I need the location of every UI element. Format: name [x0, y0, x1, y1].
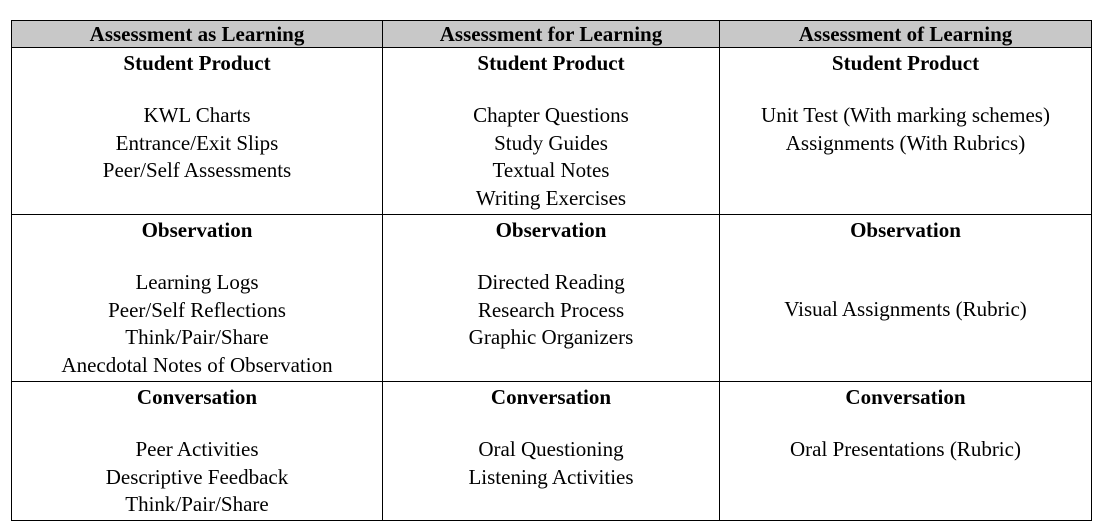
category-label: Student Product [123, 51, 271, 75]
header-assessment-as-learning: Assessment as Learning [12, 21, 383, 48]
table-cell [12, 48, 383, 215]
table-cell [720, 215, 1092, 382]
list-item: Peer/Self Assessments [102, 158, 292, 182]
table-row-student-product [12, 48, 1092, 215]
list-item: Think/Pair/Share [125, 492, 269, 516]
table-cell [383, 382, 720, 521]
list-item: Unit Test (With marking schemes) [761, 103, 1050, 127]
assessment-table [11, 20, 1092, 521]
list-item: Descriptive Feedback [105, 464, 289, 489]
header-assessment-of-learning: Assessment of Learning [720, 21, 1092, 48]
item-list [12, 436, 382, 519]
assessment-table-container [11, 20, 1091, 521]
category-label: Student Product [831, 51, 980, 75]
list-item: Oral Presentations (Rubric) [790, 437, 1021, 461]
list-item: Listening Activities [468, 464, 634, 489]
list-item: Visual Assignments (Rubric) [784, 297, 1027, 321]
list-item: KWL Charts [143, 103, 251, 127]
list-item: Peer/Self Reflections [108, 297, 286, 322]
table-cell [383, 48, 720, 215]
list-item: Directed Reading [477, 270, 625, 294]
item-list [12, 269, 382, 379]
list-item: Study Guides [494, 130, 608, 155]
header-assessment-for-learning: Assessment for Learning [383, 21, 720, 48]
list-item: Writing Exercises [475, 185, 627, 210]
category-label: Conversation [136, 385, 258, 409]
list-item: Learning Logs [135, 270, 259, 294]
list-item: Think/Pair/Share [125, 325, 269, 349]
list-item: Graphic Organizers [468, 325, 634, 349]
item-list [12, 102, 382, 185]
header-row [12, 21, 1092, 48]
list-item: Entrance/Exit Slips [115, 130, 279, 155]
category-label: Conversation [845, 385, 966, 409]
list-item: Textual Notes [492, 158, 610, 182]
table-cell [720, 382, 1092, 521]
list-item: Oral Questioning [478, 437, 624, 461]
table-row-observation [12, 215, 1092, 382]
category-label: Observation [495, 218, 607, 242]
category-label: Student Product [477, 51, 625, 75]
item-list [720, 436, 1091, 464]
table-cell [383, 215, 720, 382]
table-row-conversation [12, 382, 1092, 521]
table-cell [720, 48, 1092, 215]
item-list [383, 102, 719, 212]
item-list [383, 269, 719, 352]
list-item: Chapter Questions [473, 103, 629, 127]
list-item: Peer Activities [135, 437, 259, 461]
category-label: Observation [141, 218, 253, 242]
item-list [720, 102, 1091, 157]
category-label: Conversation [490, 385, 612, 409]
item-list [383, 436, 719, 491]
item-list [720, 296, 1091, 324]
table-cell [12, 215, 383, 382]
list-item: Anecdotal Notes of Observation [61, 352, 333, 377]
list-item: Assignments (With Rubrics) [785, 130, 1026, 155]
category-label: Observation [850, 218, 961, 242]
table-cell [12, 382, 383, 521]
list-item: Research Process [477, 297, 625, 322]
